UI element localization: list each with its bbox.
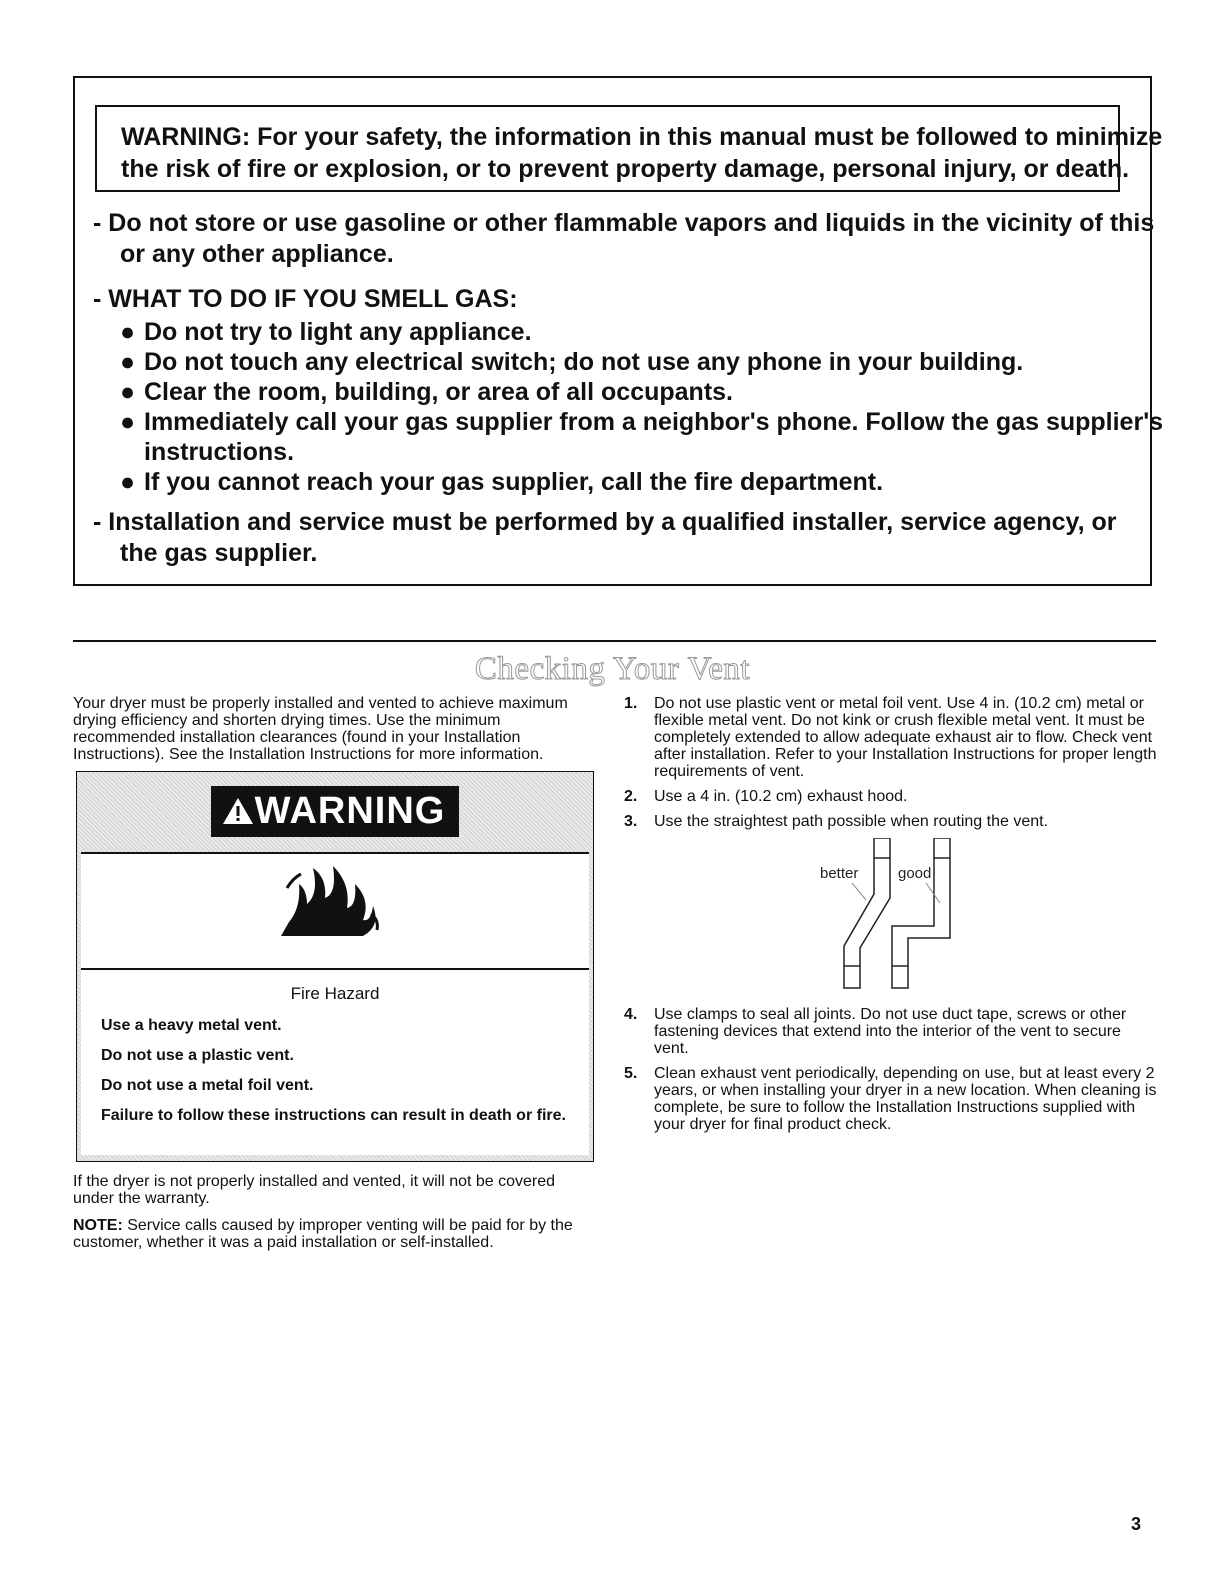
label-better: better [820,865,859,882]
section-divider [73,640,1156,642]
intro-paragraph: Your dryer must be properly installed and vented to achieve maximum drying efficiency and shorten drying times. Use the minimum recommended installation clearances (found in your Installation Instructions). See the Installation Instructions for more information. [73,695,568,763]
gas-bullets [93,317,1164,497]
fire-icon-panel [81,852,589,970]
bullet-item: ● Immediately call your gas supplier from a neighbor's phone. Follow the gas supplier's instructions. [120,408,1164,466]
gas-warning-header [95,105,1163,192]
label-good: good [898,865,932,882]
step-item: 4. Use clamps to seal all joints. Do not use duct tape, screws or other fastening devices that extend into the interior of the vent to secure vent. [624,1006,1127,1057]
warning-line-2: the risk of fire or explosion, or to prevent property damage, personal injury, or death. [121,155,1130,183]
bullet-icon: ● [120,348,136,376]
right-column [624,695,1159,1141]
bullet-item: ● Do not try to light any appliance. [120,318,532,346]
warranty-paragraph: If the dryer is not properly installed and vented, it will not be covered under the warranty. [73,1173,556,1207]
step-item: 2. Use a 4 in. (10.2 cm) exhaust hood. [624,788,908,805]
warning-line: Do not use a metal foil vent. [101,1077,314,1094]
warning-text-panel [81,970,589,1155]
warning-header: WARNING [77,772,593,850]
note-paragraph: NOTE: Service calls caused by improper venting will be paid for by the customer, whether it was a paid installation or self-installed. [73,1217,573,1251]
vent-routing-figure [624,838,1159,998]
warning-triangle-icon [221,796,255,826]
bullet-icon: ● [120,408,136,436]
warning-line-1: WARNING: For your safety, the information in this manual must be followed to minimize [121,123,1163,151]
bullet-icon: ● [120,378,136,406]
safety-warning-box [73,76,1164,586]
safety-list [93,208,1164,583]
warning-line: Failure to follow these instructions can result in death or fire. [101,1107,566,1124]
step-item: 1. Do not use plastic vent or metal foil vent. Use 4 in. (10.2 cm) metal or flexible metal vent. Do not kink or crush flexible metal vent. It must be completely extended to allow adequate exhaust air to flow. Check vent after installation. Refer to your Installation Instructions for proper length requirements of vent. [624,695,1157,780]
safety-item-flammable: - Do not store or use gasoline or other flammable vapors and liquids in the vicinity of this or any other appliance. [93,209,1155,268]
left-column-after [73,1173,598,1261]
left-column [73,695,598,773]
hazard-title: Fire Hazard [290,984,380,1003]
fire-icon [81,854,589,968]
note-label: NOTE: [73,1217,123,1234]
fire-hazard-warning-box [76,771,594,1162]
vent-diagram [624,838,1159,998]
safety-item-smell-gas: - WHAT TO DO IF YOU SMELL GAS: [93,285,518,313]
bullet-icon: ● [120,318,136,346]
step-item: 5. Clean exhaust vent periodically, depending on use, but at least every 2 years, or when installing your dryer in a new location. When cleaning is complete, be sure to follow the Installation Instructions supplied with your dryer for final product check. [624,1065,1157,1133]
step-item: 3. Use the straightest path possible when routing the vent. [624,813,1049,830]
bullet-item: ● If you cannot reach your gas supplier, call the fire department. [120,468,884,496]
bullet-icon: ● [120,468,136,496]
page-number: 3 [1131,1514,1142,1534]
bullet-item: ● Clear the room, building, or area of all occupants. [120,378,733,406]
warning-line: Use a heavy metal vent. [101,1017,282,1034]
warning-line: Do not use a plastic vent. [101,1047,294,1064]
safety-item-installation: - Installation and service must be performed by a qualified installer, service agency, or the gas supplier. [93,508,1117,567]
section-title: Checking Your Vent [474,651,751,687]
bullet-item: ● Do not touch any electrical switch; do not use any phone in your building. [120,348,1024,376]
